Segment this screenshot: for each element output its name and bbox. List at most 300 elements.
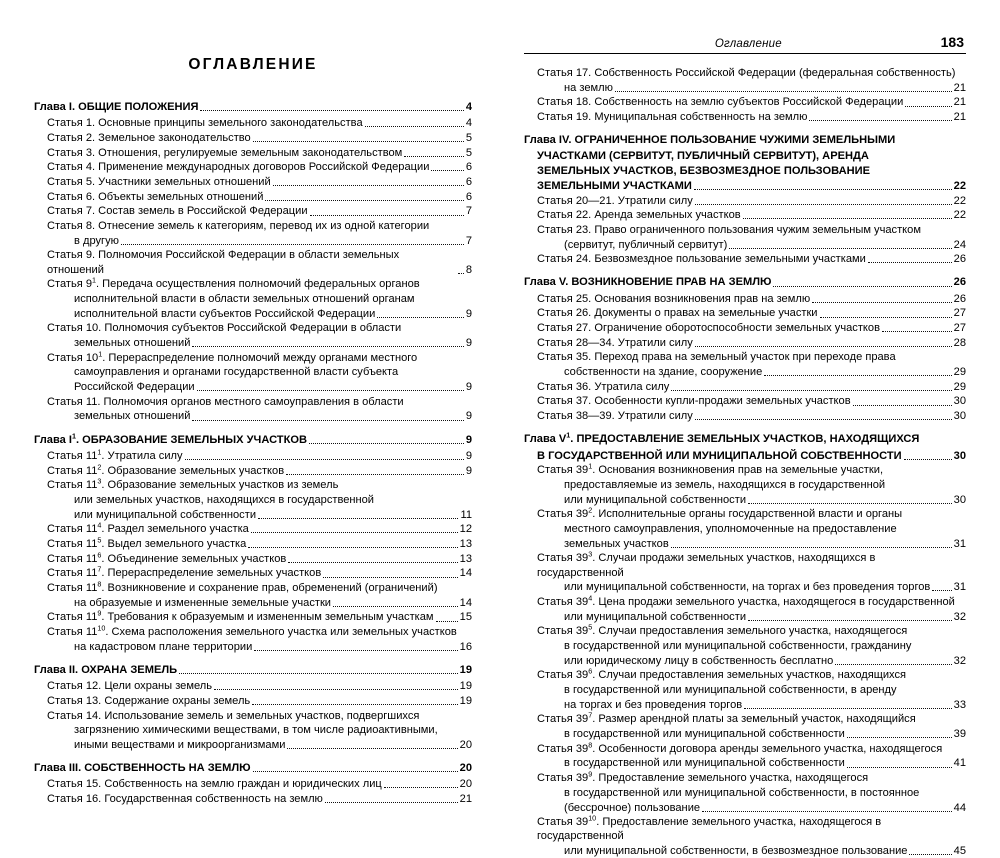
toc-entry-label: Статья 23. Право ограниченного пользования чужим земельным участком — [537, 223, 921, 236]
toc-leader-dots — [835, 663, 951, 665]
toc-article-entry — [537, 756, 966, 770]
toc-leader-dots — [253, 140, 464, 142]
toc-entry-page: 4 — [465, 117, 472, 130]
toc-entry-page: 6 — [465, 161, 472, 174]
toc-article-entry — [537, 394, 966, 408]
toc-entry-label: Статья 37. Особенности купли-продажи земельных участков — [537, 395, 851, 408]
toc-article-entry — [47, 625, 472, 639]
toc-chapter-entry — [524, 179, 966, 193]
toc-entry-label: Статья $39^7$. Размер арендной платы за земельный участок, находящийся — [537, 710, 916, 726]
toc-chapter-entry — [34, 761, 472, 775]
toc-leader-dots — [121, 243, 464, 245]
toc-entry-label: Глава I. ОБЩИЕ ПОЛОЖЕНИЯ — [34, 101, 199, 113]
toc-entry-page: 28 — [953, 336, 966, 349]
toc-entry-page: 7 — [465, 205, 472, 218]
toc-entry-label: Статья $39^1$. Основания возникновения прав на земельные участки, — [537, 461, 884, 477]
toc-leader-dots — [384, 786, 458, 788]
toc-entry-label: Статья 17. Собственность Российской Федерации (федеральная собственность) — [537, 67, 956, 79]
toc-article-entry — [537, 801, 966, 815]
toc-entry-label: Глава V. ВОЗНИКНОВЕНИЕ ПРАВ НА ЗЕМЛЮ — [524, 276, 772, 289]
toc-entry-label: в другую — [74, 234, 119, 247]
toc-entry-label: Статья 7. Состав земель в Российской Федерации — [47, 205, 308, 218]
toc-article-entry — [47, 116, 472, 130]
toc-leader-dots — [909, 634, 964, 635]
toc-article-entry — [47, 537, 472, 551]
toc-leader-dots — [288, 561, 457, 563]
toc-leader-dots — [431, 229, 470, 230]
toc-entry-label: Статья 35. Переход права на земельный участок при переходе права — [537, 351, 896, 364]
toc-entry-label: Статья $39^{10}$. Предоставление земельного участка, находящегося в государственной — [537, 813, 882, 843]
toc-entry-page: 31 — [953, 537, 966, 550]
toc-entry-page: 12 — [459, 523, 472, 536]
toc-article-entry — [47, 581, 472, 595]
toc-article-entry — [537, 654, 966, 668]
toc-article-entry — [537, 595, 966, 609]
toc-entry-label: или муниципальной собственности — [564, 610, 747, 623]
toc-entry-page: 45 — [953, 845, 966, 858]
toc-article-entry — [537, 727, 966, 741]
toc-leader-dots — [773, 285, 951, 287]
toc-article-entry — [537, 110, 966, 124]
toc-entry-label: загрязнению химическими веществами, в том числе радиоактивными, — [74, 724, 438, 737]
toc-entry-label: Статья 25. Основания возникновения прав на землю — [537, 292, 811, 305]
toc-entry-page: 6 — [465, 190, 472, 203]
toc-entry-label: или земельных участков, находящихся в государственной — [74, 493, 375, 506]
toc-article-entry — [537, 238, 966, 252]
toc-entry-label: или муниципальной собственности, в безвозмездное пользование — [564, 845, 908, 858]
toc-leader-dots — [179, 672, 458, 674]
toc-leader-dots — [695, 345, 952, 347]
toc-entry-page: 44 — [953, 801, 966, 814]
toc-entry-page: 9 — [465, 464, 472, 477]
toc-entry-label: Статья 13. Содержание охраны земель — [47, 694, 251, 707]
toc-entry-page: 26 — [953, 276, 966, 289]
toc-leader-dots — [459, 635, 470, 636]
toc-article-entry — [47, 792, 472, 806]
toc-entry-label: Статья $11^4$. Раздел земельного участка — [47, 520, 249, 536]
toc-leader-dots — [185, 458, 464, 460]
toc-leader-dots — [923, 233, 964, 234]
toc-article-entry — [537, 95, 966, 109]
toc-entry-label: Статья 36. Утратила силу — [537, 380, 670, 393]
toc-entry-page: 22 — [953, 179, 966, 192]
toc-article-entry — [537, 522, 966, 536]
toc-article-entry — [537, 698, 966, 712]
toc-article-entry — [47, 461, 472, 478]
toc-entry-page: 14 — [459, 596, 472, 609]
toc-entry-label: на образуемые и измененные земельные участки — [74, 596, 331, 609]
toc-leader-dots — [310, 214, 464, 216]
toc-article-entry — [47, 234, 472, 248]
toc-leader-dots — [853, 404, 952, 406]
toc-entry-page: 20 — [459, 762, 472, 775]
toc-entry-page: 21 — [459, 792, 472, 805]
toc-entry-label: Статья 27. Ограничение оборотоспособности земельных участков — [537, 322, 880, 334]
toc-article-entry — [537, 712, 966, 726]
toc-entry-label: Статья 2. Земельное законодательство — [47, 131, 251, 144]
toc-entry-label: в государственной или муниципальной собственности, в постоянное — [564, 786, 920, 799]
toc-entry-page: 22 — [953, 194, 966, 207]
toc-entry-page: 21 — [953, 81, 966, 94]
toc-entry-label: Статья $39^2$. Исполнительные органы государственной власти и органы — [537, 505, 903, 521]
toc-chapter-entry — [34, 100, 472, 114]
toc-article-entry — [537, 844, 966, 858]
toc-entry-label: Глава IV. ОГРАНИЧЕННОЕ ПОЛЬЗОВАНИЕ ЧУЖИМИ ЗЕМЕЛЬНЫМИ — [524, 134, 896, 147]
toc-entry-label: Статья 9. Полномочия Российской Федерации в области земельных отношений — [47, 249, 400, 276]
toc-article-entry — [47, 321, 472, 335]
toc-article-entry — [537, 683, 966, 697]
toc-article-entry — [47, 449, 472, 463]
toc-entry-label: Статья 20—21. Утратили силу — [537, 194, 693, 207]
toc-entry-label: исполнительной власти в области земельных отношений органам — [74, 292, 415, 305]
toc-article-entry — [47, 709, 472, 723]
toc-leader-dots — [695, 203, 952, 205]
toc-chapter-entry — [524, 149, 966, 163]
toc-leader-dots — [899, 693, 964, 694]
toc-article-entry — [537, 537, 966, 551]
toc-entry-page: 27 — [953, 307, 966, 320]
toc-leader-dots — [868, 261, 952, 263]
toc-entry-page: 9 — [465, 433, 472, 446]
toc-entry-page: 30 — [953, 493, 966, 506]
toc-right-column — [500, 0, 1000, 858]
toc-leader-dots — [847, 736, 952, 738]
toc-leader-dots — [885, 473, 964, 474]
toc-leader-dots — [744, 707, 952, 709]
toc-leader-dots — [908, 679, 964, 680]
toc-leader-dots — [944, 752, 964, 753]
toc-leader-dots — [440, 733, 470, 734]
toc-leader-dots — [958, 840, 964, 841]
toc-article-entry — [47, 365, 472, 379]
toc-article-entry — [537, 815, 966, 843]
toc-entry-label: (сервитут, публичный сервитут) — [564, 238, 728, 251]
toc-entry-label: на землю — [564, 81, 613, 94]
toc-entry-label: Статья 1. Основные принципы земельного законодательства — [47, 117, 363, 130]
toc-leader-dots — [748, 619, 952, 621]
toc-right-entries — [524, 66, 966, 858]
toc-leader-dots — [417, 302, 470, 303]
toc-entry-label: в государственной или муниципальной собственности — [564, 728, 845, 741]
toc-entry-page: 41 — [953, 757, 966, 770]
toc-article-entry — [537, 478, 966, 492]
toc-entry-label: Статья 5. Участники земельных отношений — [47, 175, 271, 188]
toc-entry-label: Статья $10^1$. Перераспределение полномочий между органами местного — [47, 349, 418, 364]
toc-leader-dots — [192, 419, 463, 421]
toc-leader-dots — [671, 389, 951, 391]
toc-entry-label: Статья $11^{10}$. Схема расположения земельного участка или земельных участков — [47, 623, 457, 639]
toc-leader-dots — [932, 589, 951, 591]
toc-chapter-entry — [524, 133, 966, 147]
toc-chapter-entry — [34, 430, 472, 447]
toc-leader-dots — [913, 649, 964, 650]
toc-leader-dots — [436, 620, 458, 622]
toc-article-entry — [47, 478, 472, 492]
toc-entry-label: Глава III. СОБСТВЕННОСТЬ НА ЗЕМЛЮ — [34, 762, 251, 775]
toc-article-entry — [537, 321, 966, 335]
toc-entry-page: 15 — [459, 611, 472, 624]
toc-entry-label: самоуправления и органами государственной власти субъекта — [74, 366, 399, 379]
toc-article-entry — [537, 409, 966, 423]
toc-article-entry — [47, 508, 472, 522]
toc-article-entry — [537, 493, 966, 507]
toc-entry-label: Статья $39^8$. Особенности договора аренды земельного участка, находящегося — [537, 740, 943, 755]
toc-leader-dots — [253, 770, 458, 772]
toc-leader-dots — [870, 781, 964, 782]
toc-article-entry — [537, 208, 966, 222]
toc-entry-page: 20 — [459, 778, 472, 791]
toc-entry-label: земельных отношений — [74, 410, 191, 423]
toc-leader-dots — [333, 605, 458, 607]
toc-article-entry — [47, 738, 472, 752]
toc-article-entry — [47, 204, 472, 218]
toc-entry-label: Глава II. ОХРАНА ЗЕМЕЛЬ — [34, 663, 178, 676]
toc-leader-dots — [254, 649, 457, 651]
toc-left-column — [0, 0, 500, 814]
toc-entry-label: Глава $I^1$. ОБРАЗОВАНИЕ ЗЕМЕЛЬНЫХ УЧАСТКОВ — [34, 430, 307, 446]
toc-article-entry — [537, 463, 966, 477]
toc-leader-dots — [287, 747, 457, 749]
toc-leader-dots — [694, 188, 952, 190]
toc-article-entry — [537, 350, 966, 364]
toc-leader-dots — [921, 796, 964, 797]
toc-entry-label: Статья $11^9$. Требования к образуемым и измененным земельным участкам — [47, 608, 434, 624]
toc-entry-page: 30 — [953, 395, 966, 408]
toc-entry-page: 24 — [953, 238, 966, 251]
toc-leader-dots — [377, 316, 464, 318]
toc-article-entry — [537, 668, 966, 682]
toc-entry-label: Статья $39^5$. Случаи предоставления земельного участка, находящегося — [537, 622, 908, 638]
toc-entry-label: Статья $11^5$. Выдел земельного участка — [47, 535, 247, 550]
toc-article-entry — [537, 551, 966, 579]
toc-article-entry — [47, 566, 472, 580]
toc-article-entry — [537, 223, 966, 237]
toc-entry-label: на торгах и без проведения торгов — [564, 698, 743, 711]
toc-entry-label: Статья 10. Полномочия субъектов Российской Федерации в области — [47, 322, 402, 335]
toc-article-entry — [537, 336, 966, 350]
toc-article-entry — [537, 365, 966, 379]
toc-entry-label: Статья 4. Применение международных договоров Российской Федерации — [47, 161, 430, 174]
toc-entry-label: Статья $39^9$. Предоставление земельного участка, находящегося — [537, 769, 869, 785]
page-title: ОГЛАВЛЕНИЕ — [188, 56, 318, 73]
toc-leader-dots — [251, 531, 458, 533]
toc-article-entry — [47, 336, 472, 350]
toc-chapter-entry — [34, 663, 472, 677]
toc-article-entry — [47, 596, 472, 610]
toc-entry-page: 19 — [459, 663, 472, 676]
toc-entry-label: ЗЕМЕЛЬНЫМИ УЧАСТКАМИ — [537, 179, 692, 192]
toc-article-entry — [47, 549, 472, 566]
toc-leader-dots — [904, 517, 964, 518]
toc-entry-page: 13 — [459, 552, 472, 565]
toc-entry-page: 13 — [459, 537, 472, 550]
toc-entry-page: 29 — [953, 366, 966, 379]
toc-entry-label: Статья $11^7$. Перераспределение земельных участков — [47, 564, 322, 580]
toc-entry-label: Статья 24. Безвозмездное пользование земельными участками — [537, 253, 866, 266]
toc-article-entry — [537, 771, 966, 785]
toc-article-entry — [47, 723, 472, 737]
toc-entry-page: 26 — [953, 253, 966, 266]
toc-entry-page: 11 — [460, 508, 472, 521]
toc-article-entry — [537, 742, 966, 756]
toc-leader-dots — [748, 502, 952, 504]
toc-article-entry — [47, 160, 472, 174]
toc-article-entry — [47, 277, 472, 291]
toc-leader-dots — [421, 719, 470, 720]
toc-entry-label: на кадастровом плане территории — [74, 640, 253, 653]
toc-leader-dots — [958, 76, 965, 77]
toc-entry-label: Статья 6. Объекты земельных отношений — [47, 190, 264, 203]
toc-leader-dots — [904, 458, 952, 460]
toc-entry-label: в государственной или муниципальной собственности, гражданину — [564, 639, 912, 652]
toc-entry-label: В ГОСУДАРСТВЕННОЙ ИЛИ МУНИЦИПАЛЬНОЙ СОБСТВЕННОСТИ — [537, 449, 902, 462]
toc-entry-page: 9 — [465, 307, 472, 320]
toc-article-entry — [537, 610, 966, 624]
toc-article-entry — [537, 194, 966, 208]
toc-leader-dots — [248, 546, 457, 548]
toc-left-entries — [34, 100, 472, 806]
toc-leader-dots — [406, 405, 470, 406]
toc-entry-page: 21 — [953, 111, 966, 124]
toc-leader-dots — [252, 703, 457, 705]
toc-article-entry — [47, 292, 472, 306]
toc-entry-label: или муниципальной собственности, на торгах и без проведения торгов — [564, 581, 931, 594]
toc-entry-label: Статья 22. Аренда земельных участков — [537, 209, 741, 222]
toc-entry-label: УЧАСТКАМИ (СЕРВИТУТ, ПУБЛИЧНЫЙ СЕРВИТУТ), АРЕНДА — [537, 150, 869, 163]
toc-article-entry — [47, 380, 472, 394]
toc-leader-dots — [309, 442, 464, 444]
toc-entry-label: Статья 11. Полномочия органов местного самоуправления в области — [47, 395, 404, 408]
toc-leader-dots — [265, 199, 463, 201]
toc-entry-page: 5 — [465, 146, 472, 159]
toc-article-entry — [47, 248, 472, 276]
toc-entry-label: собственности на здание, сооружение — [564, 366, 763, 379]
toc-entry-label: или муниципальной собственности — [564, 493, 747, 506]
toc-article-entry — [47, 131, 472, 145]
toc-entry-page: 9 — [465, 449, 472, 462]
toc-entry-label: Глава $V^1$. ПРЕДОСТАВЛЕНИЕ ЗЕМЕЛЬНЫХ УЧАСТКОВ, НАХОДЯЩИХСЯ — [524, 430, 920, 446]
toc-entry-page: 30 — [953, 449, 966, 462]
toc-entry-label: земельных участков — [564, 537, 669, 550]
toc-chapter-entry — [524, 275, 966, 289]
toc-entry-page: 6 — [465, 175, 472, 188]
toc-article-entry — [537, 66, 966, 80]
toc-entry-page: 7 — [465, 234, 472, 247]
toc-article-entry — [47, 307, 472, 321]
toc-leader-dots — [820, 316, 952, 318]
toc-entry-label: земельных отношений — [74, 337, 191, 349]
toc-article-entry — [537, 380, 966, 394]
toc-entry-label: Статья $11^2$. Образование земельных участков — [47, 461, 285, 477]
toc-article-entry — [537, 252, 966, 266]
toc-article-entry — [47, 640, 472, 654]
toc-entry-label: Статья $11^1$. Утратила силу — [47, 447, 183, 462]
toc-entry-page: 27 — [953, 322, 966, 334]
toc-leader-dots — [403, 332, 470, 333]
toc-entry-label: Статья 12. Цели охраны земель — [47, 680, 213, 693]
toc-entry-page: 33 — [953, 698, 966, 711]
toc-leader-dots — [764, 374, 951, 376]
toc-entry-label: Статья 26. Документы о правах на земельные участки — [537, 307, 818, 320]
toc-entry-label: Статья 14. Использование земель и земельных участков, подвергшихся — [47, 709, 420, 722]
toc-entry-page: 9 — [465, 410, 472, 423]
toc-entry-label: Статья 18. Собственность на землю субъектов Российской Федерации — [537, 96, 904, 109]
toc-article-entry — [537, 306, 966, 320]
toc-leader-dots — [957, 605, 964, 606]
toc-leader-dots — [921, 443, 964, 444]
toc-chapter-entry — [524, 164, 966, 178]
toc-article-entry — [47, 175, 472, 189]
toc-leader-dots — [872, 174, 964, 175]
toc-entry-label: Статья $11^8$. Возникновение и сохранение прав, обременений (ограничений) — [47, 579, 438, 594]
toc-leader-dots — [376, 503, 470, 504]
toc-leader-dots — [340, 488, 470, 489]
toc-entry-label: местного самоуправления, уполномоченные на предоставление — [564, 522, 897, 535]
toc-entry-page: 29 — [953, 380, 966, 393]
toc-article-entry — [47, 409, 472, 423]
toc-leader-dots — [909, 853, 951, 855]
toc-leader-dots — [809, 119, 951, 121]
toc-entry-label: Статья 16. Государственная собственность на землю — [47, 792, 323, 805]
toc-leader-dots — [729, 247, 951, 249]
toc-entry-page: 39 — [953, 728, 966, 741]
toc-entry-label: Статья 28—34. Утратили силу — [537, 336, 693, 349]
toc-leader-dots — [431, 169, 463, 171]
toc-entry-page: 32 — [953, 654, 966, 667]
toc-leader-dots — [214, 688, 458, 690]
toc-entry-label: Статья 8. Отнесение земель к категориям, перевод их из одной категории — [47, 220, 430, 232]
toc-article-entry — [537, 507, 966, 521]
toc-chapter-entry — [524, 432, 966, 446]
toc-leader-dots — [847, 766, 952, 768]
toc-entry-label: или юридическому лицу в собственность бесплатно — [564, 654, 834, 667]
toc-article-entry — [537, 81, 966, 95]
toc-leader-dots — [898, 361, 964, 362]
toc-entry-label: в государственной или муниципальной собственности — [564, 757, 845, 770]
toc-leader-dots — [197, 389, 464, 391]
toc-article-entry — [47, 190, 472, 204]
toc-entry-label: Статья $39^4$. Цена продажи земельного участка, находящегося в государственной — [537, 593, 955, 608]
toc-article-entry — [537, 639, 966, 653]
toc-entry-page: 16 — [459, 640, 472, 653]
toc-entry-page: 8 — [465, 263, 472, 276]
toc-entry-label: Статья 38—39. Утратили силу — [537, 410, 693, 423]
toc-leader-dots — [458, 272, 464, 274]
toc-leader-dots — [200, 109, 463, 111]
toc-leader-dots — [743, 217, 952, 219]
toc-entry-label: или муниципальной собственности — [74, 508, 257, 521]
toc-leader-dots — [887, 488, 964, 489]
toc-leader-dots — [882, 330, 952, 332]
toc-entry-label: Статья $9^1$. Передача осуществления полномочий федеральных органов — [47, 275, 420, 291]
toc-article-entry — [47, 610, 472, 624]
toc-entry-page: 26 — [953, 292, 966, 305]
toc-entry-page: 9 — [465, 337, 472, 349]
toc-leader-dots — [671, 546, 952, 548]
toc-leader-dots — [400, 376, 470, 377]
toc-entry-label: Статья $39^3$. Случаи продажи земельных участков, находящихся в государственной — [537, 549, 876, 579]
toc-leader-dots — [192, 345, 463, 347]
toc-entry-page: 9 — [465, 381, 472, 394]
toc-entry-label: Статья 15. Собственность на землю граждан и юридических лиц — [47, 778, 382, 791]
toc-entry-label: Статья $11^6$. Объединение земельных участков — [47, 549, 287, 565]
toc-entry-label: Российской Федерации — [74, 381, 195, 394]
toc-leader-dots — [918, 723, 964, 724]
toc-leader-dots — [419, 361, 470, 362]
toc-entry-label: Статья $39^6$. Случаи предоставления земельных участков, находящихся — [537, 666, 907, 682]
toc-leader-dots — [871, 160, 964, 161]
toc-entry-label: ЗЕМЕЛЬНЫХ УЧАСТКОВ, БЕЗВОЗМЕЗДНОЕ ПОЛЬЗОВАНИЕ — [537, 165, 870, 178]
